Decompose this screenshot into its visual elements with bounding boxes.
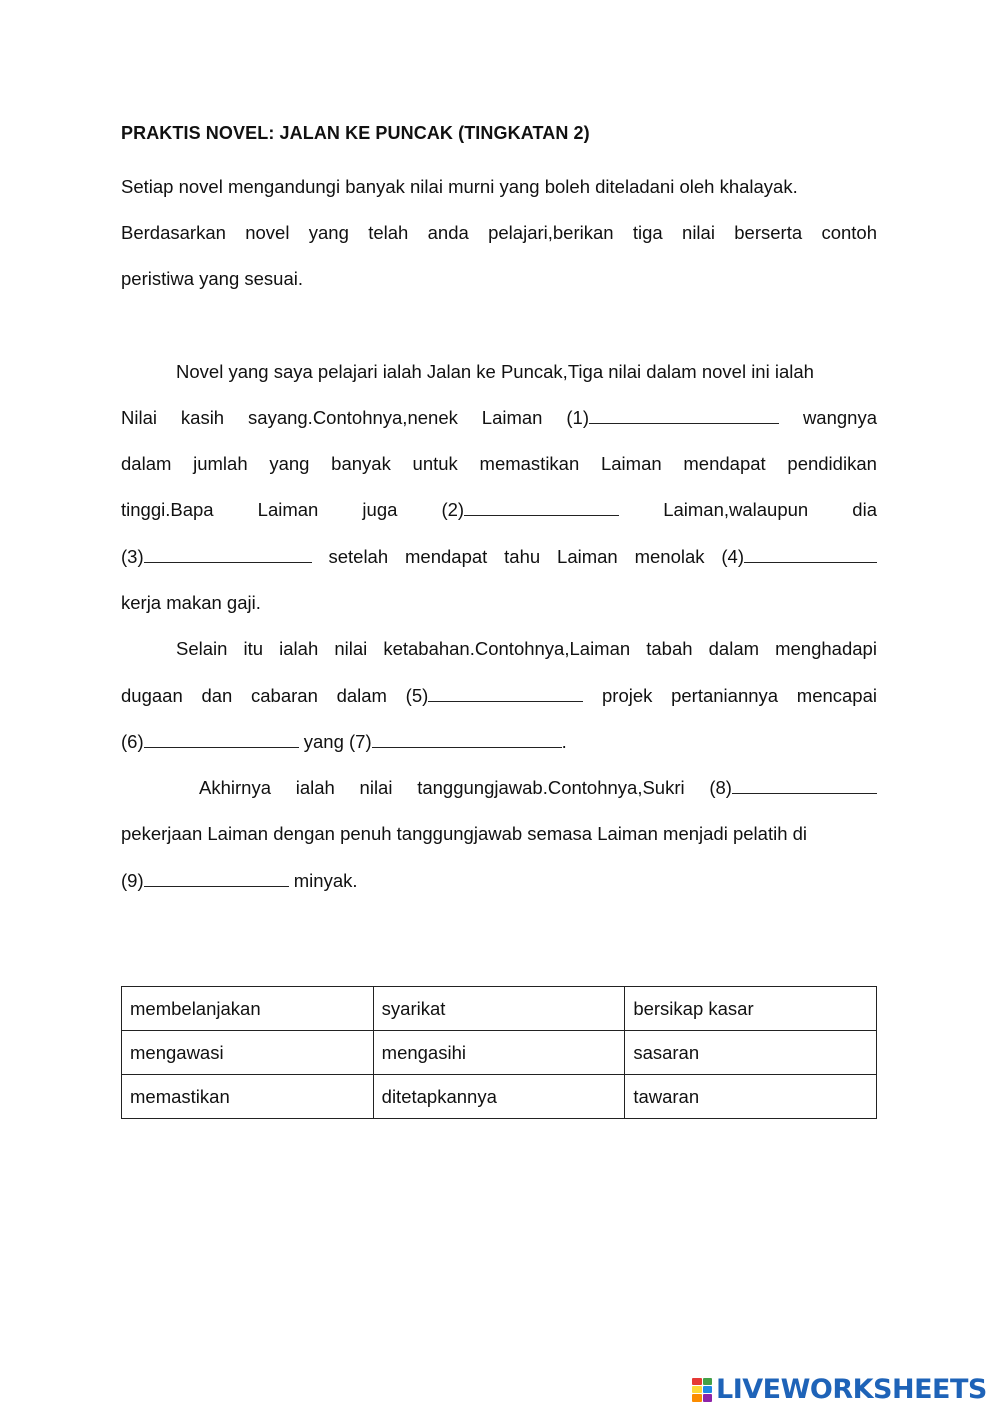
word-bank-cell[interactable]: membelanjakan — [122, 987, 374, 1031]
blank-3-input[interactable] — [144, 546, 312, 563]
word-bank-cell[interactable]: mengawasi — [122, 1031, 374, 1075]
blank-2-input[interactable] — [464, 499, 619, 516]
p2-line-1: Selain itu ialah nilai ketabahan.Contohnya,Laiman tabah dalam menghadapi — [176, 638, 877, 659]
blank-7-input[interactable] — [372, 731, 562, 748]
word-bank-cell[interactable]: memastikan — [122, 1075, 374, 1119]
p1-line-4: tinggi.Bapa Laiman juga (2) Laiman,walaupun dia — [121, 499, 877, 520]
brand-name: LIVEWORKSHEETS — [716, 1374, 987, 1405]
word-bank-cell[interactable]: ditetapkannya — [373, 1075, 625, 1119]
instruction-line-3: peristiwa yang sesuai. — [121, 268, 304, 289]
word-bank-cell[interactable]: syarikat — [373, 987, 625, 1031]
p3-line-3: (9) minyak. — [121, 870, 358, 891]
blank-8-input[interactable] — [732, 777, 877, 794]
blank-6-input[interactable] — [144, 731, 299, 748]
blank-9-input[interactable] — [144, 870, 289, 887]
liveworksheets-logo — [692, 1374, 987, 1405]
p2-line-3: (6) yang (7) . — [121, 731, 567, 752]
p3-line-2: pekerjaan Laiman dengan penuh tanggungjawab semasa Laiman menjadi pelatih di — [121, 823, 808, 844]
word-bank-cell[interactable]: sasaran — [625, 1031, 877, 1075]
table-row — [122, 1075, 877, 1119]
p3-line-1: Akhirnya ialah nilai tanggungjawab.Contohnya,Sukri (8) — [121, 777, 877, 799]
instruction-line-2: Berdasarkan novel yang telah anda pelajari,berikan tiga nilai berserta contoh — [121, 222, 877, 243]
word-bank-cell[interactable]: mengasihi — [373, 1031, 625, 1075]
word-bank-cell[interactable]: bersikap kasar — [625, 987, 877, 1031]
word-bank-table — [121, 986, 877, 1119]
word-bank-cell[interactable]: tawaran — [625, 1075, 877, 1119]
p1-line-2: Nilai kasih sayang.Contohnya,nenek Laiman (1) wangnya — [121, 407, 877, 428]
page-title: PRAKTIS NOVEL: JALAN KE PUNCAK (TINGKATAN 2) — [121, 123, 590, 143]
p1-line-3: dalam jumlah yang banyak untuk memastikan Laiman mendapat pendidikan — [121, 453, 877, 474]
p1-line-1: Novel yang saya pelajari ialah Jalan ke Puncak,Tiga nilai dalam novel ini ialah — [176, 361, 814, 382]
instruction-line-1: Setiap novel mengandungi banyak nilai murni yang boleh diteladani oleh khalayak. — [121, 176, 798, 197]
blank-1-input[interactable] — [589, 407, 779, 424]
p1-line-5: (3) setelah mendapat tahu Laiman menolak (4) — [121, 546, 877, 568]
table-row — [122, 1031, 877, 1075]
liveworksheets-logo-icon — [692, 1378, 712, 1402]
table-row — [122, 987, 877, 1031]
blank-5-input[interactable] — [428, 685, 583, 702]
blank-4-input[interactable] — [744, 546, 877, 563]
p1-line-6: kerja makan gaji. — [121, 592, 261, 613]
p2-line-2: dugaan dan cabaran dalam (5) projek pertaniannya mencapai — [121, 685, 877, 706]
